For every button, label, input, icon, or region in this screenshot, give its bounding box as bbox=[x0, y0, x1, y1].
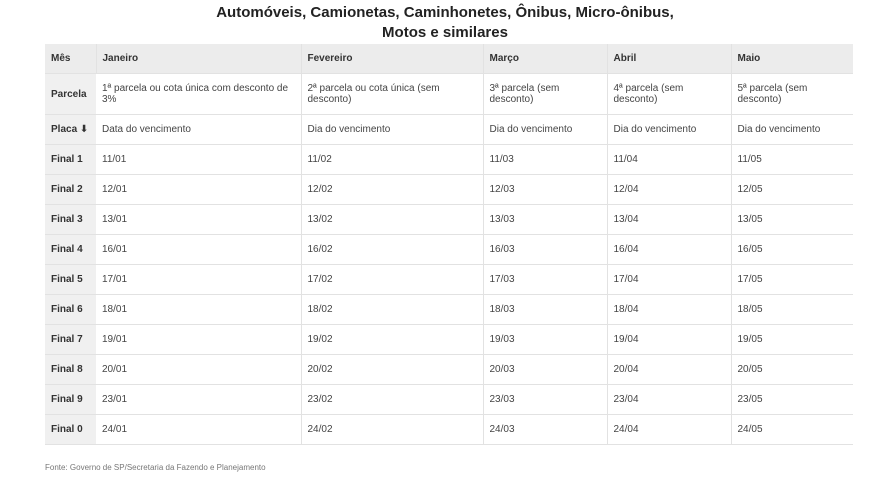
row-label-final: Final 9 bbox=[45, 385, 96, 415]
table-cell: 13/04 bbox=[607, 205, 731, 235]
table-row bbox=[45, 415, 853, 445]
table-cell: 17/03 bbox=[483, 265, 607, 295]
table-cell: 12/05 bbox=[731, 175, 853, 205]
table-cell: 3ª parcela (sem desconto) bbox=[483, 74, 607, 115]
table-cell: Dia do vencimento bbox=[607, 115, 731, 145]
table-cell: 16/01 bbox=[96, 235, 301, 265]
table-row bbox=[45, 355, 853, 385]
row-label-final: Final 7 bbox=[45, 325, 96, 355]
table-cell: Dia do vencimento bbox=[731, 115, 853, 145]
table-row bbox=[45, 265, 853, 295]
table-cell: 5ª parcela (sem desconto) bbox=[731, 74, 853, 115]
table-row bbox=[45, 175, 853, 205]
ipva-calendar-table bbox=[45, 44, 853, 445]
row-label-final: Final 2 bbox=[45, 175, 96, 205]
title-line-2: Motos e similares bbox=[382, 24, 508, 41]
row-label-final: Final 4 bbox=[45, 235, 96, 265]
table-cell: 20/03 bbox=[483, 355, 607, 385]
row-label-final: Final 6 bbox=[45, 295, 96, 325]
table-cell: 2ª parcela ou cota única (sem desconto) bbox=[301, 74, 483, 115]
header-cell-janeiro: Janeiro bbox=[96, 44, 301, 74]
table-cell: 18/04 bbox=[607, 295, 731, 325]
table-cell: 23/02 bbox=[301, 385, 483, 415]
table-cell: 19/03 bbox=[483, 325, 607, 355]
row-label-parcela: Parcela bbox=[45, 74, 96, 115]
parcela-row bbox=[45, 74, 853, 115]
table-cell: 24/03 bbox=[483, 415, 607, 445]
table-title bbox=[0, 3, 890, 43]
header-cell-maio: Maio bbox=[731, 44, 853, 74]
table-cell: 16/04 bbox=[607, 235, 731, 265]
table-cell: 16/03 bbox=[483, 235, 607, 265]
table-cell: 18/03 bbox=[483, 295, 607, 325]
table-row bbox=[45, 145, 853, 175]
row-label-final: Final 1 bbox=[45, 145, 96, 175]
table-cell: 19/04 bbox=[607, 325, 731, 355]
table-cell: 24/04 bbox=[607, 415, 731, 445]
table-cell: 16/05 bbox=[731, 235, 853, 265]
table-cell: 13/03 bbox=[483, 205, 607, 235]
table-cell: 11/05 bbox=[731, 145, 853, 175]
table-cell: 23/04 bbox=[607, 385, 731, 415]
table-cell: 24/02 bbox=[301, 415, 483, 445]
table-cell: 24/05 bbox=[731, 415, 853, 445]
table-cell: 13/01 bbox=[96, 205, 301, 235]
placa-row bbox=[45, 115, 853, 145]
table-cell: 23/01 bbox=[96, 385, 301, 415]
row-label-final: Final 0 bbox=[45, 415, 96, 445]
table-cell: 16/02 bbox=[301, 235, 483, 265]
source-note: Fonte: Governo de SP/Secretaria da Fazendo e Planejamento bbox=[45, 463, 266, 472]
table-cell: 12/02 bbox=[301, 175, 483, 205]
table-cell: 23/03 bbox=[483, 385, 607, 415]
table-cell: 11/01 bbox=[96, 145, 301, 175]
table-cell: 11/02 bbox=[301, 145, 483, 175]
header-row bbox=[45, 44, 853, 74]
table-row bbox=[45, 205, 853, 235]
table-cell: 17/02 bbox=[301, 265, 483, 295]
table-cell: 11/03 bbox=[483, 145, 607, 175]
table-cell: 12/04 bbox=[607, 175, 731, 205]
table-cell: 13/02 bbox=[301, 205, 483, 235]
table-cell: 20/02 bbox=[301, 355, 483, 385]
table-cell: 18/05 bbox=[731, 295, 853, 325]
table-cell: 17/04 bbox=[607, 265, 731, 295]
table-cell: Dia do vencimento bbox=[301, 115, 483, 145]
table-cell: 17/01 bbox=[96, 265, 301, 295]
table-cell: Dia do vencimento bbox=[483, 115, 607, 145]
row-label-placa: Placa ⬇ bbox=[45, 115, 96, 145]
table-cell: 20/04 bbox=[607, 355, 731, 385]
table-cell: 19/02 bbox=[301, 325, 483, 355]
table-cell: 1ª parcela ou cota única com desconto de 3% bbox=[96, 74, 301, 115]
header-cell-abril: Abril bbox=[607, 44, 731, 74]
table-row bbox=[45, 235, 853, 265]
table-cell: 24/01 bbox=[96, 415, 301, 445]
header-cell-mes: Mês bbox=[45, 44, 96, 74]
table-cell: 13/05 bbox=[731, 205, 853, 235]
row-label-final: Final 8 bbox=[45, 355, 96, 385]
header-cell-marco: Março bbox=[483, 44, 607, 74]
table-cell: Data do vencimento bbox=[96, 115, 301, 145]
table-row bbox=[45, 295, 853, 325]
table-cell: 19/05 bbox=[731, 325, 853, 355]
table-cell: 20/05 bbox=[731, 355, 853, 385]
table-cell: 18/02 bbox=[301, 295, 483, 325]
table-cell: 12/01 bbox=[96, 175, 301, 205]
table-cell: 20/01 bbox=[96, 355, 301, 385]
table-cell: 12/03 bbox=[483, 175, 607, 205]
table-row bbox=[45, 325, 853, 355]
row-label-final: Final 3 bbox=[45, 205, 96, 235]
table-cell: 19/01 bbox=[96, 325, 301, 355]
table-cell: 11/04 bbox=[607, 145, 731, 175]
table-cell: 18/01 bbox=[96, 295, 301, 325]
row-label-final: Final 5 bbox=[45, 265, 96, 295]
title-line-1: Automóveis, Camionetas, Caminhonetes, Ônibus, Micro-ônibus, bbox=[216, 4, 674, 21]
table-cell: 23/05 bbox=[731, 385, 853, 415]
header-cell-fevereiro: Fevereiro bbox=[301, 44, 483, 74]
table-row bbox=[45, 385, 853, 415]
table-cell: 4ª parcela (sem desconto) bbox=[607, 74, 731, 115]
final-rows-body bbox=[45, 145, 853, 445]
table-cell: 17/05 bbox=[731, 265, 853, 295]
